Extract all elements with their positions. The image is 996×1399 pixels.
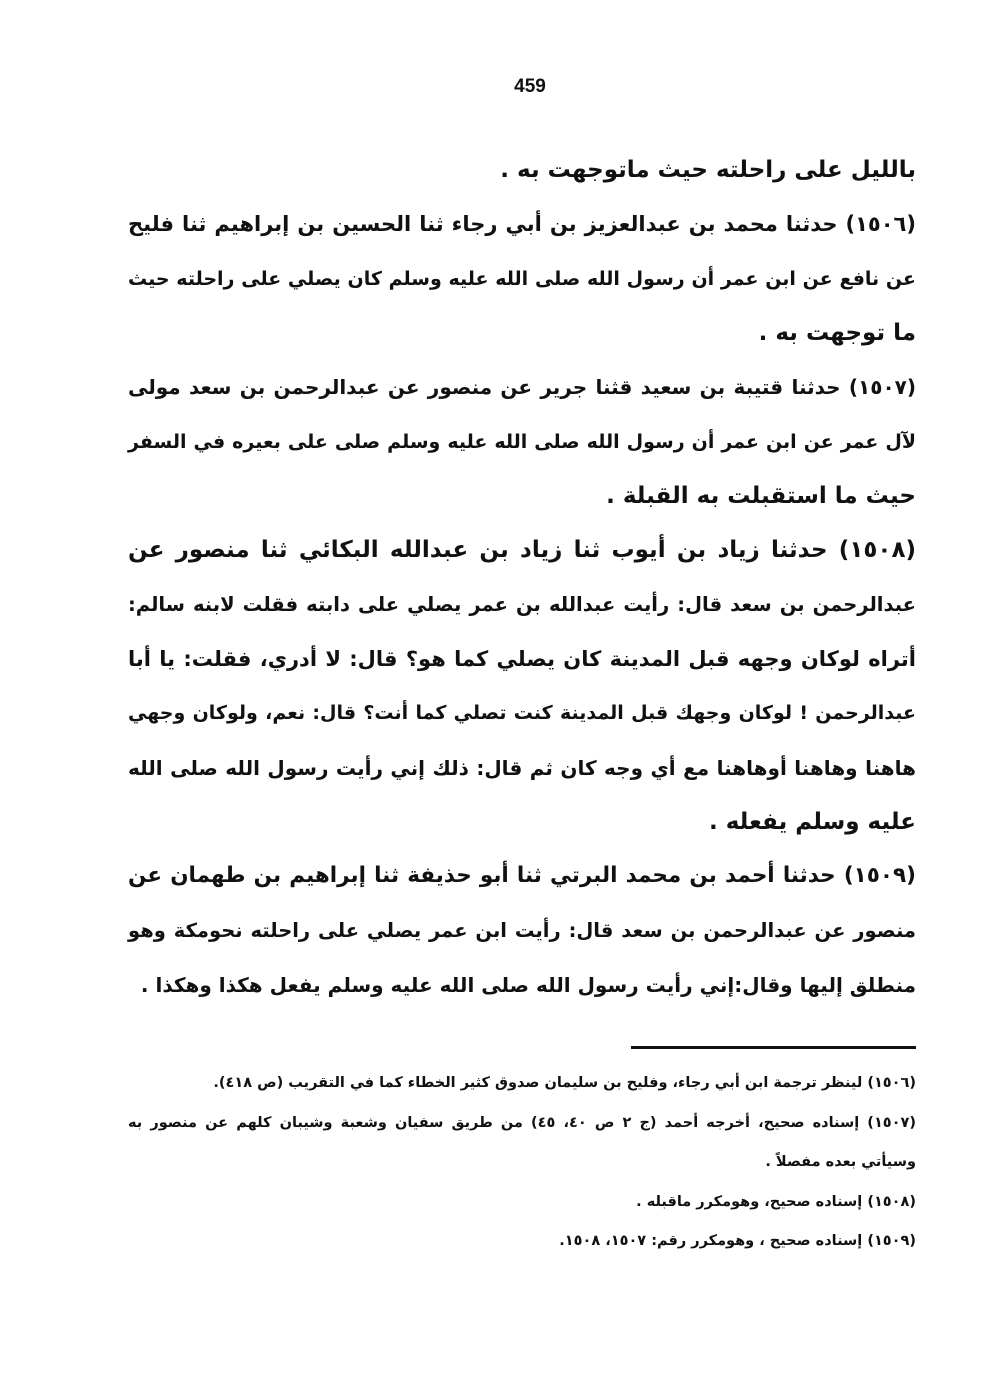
hadith-1509-line: منصور عن عبدالرحمن بن سعد قال: رأيت ابن عمر يصلي على راحلته نحومكة وهو [128, 918, 916, 942]
footnote-separator [631, 1046, 916, 1049]
body-line: بالليل على راحلته حيث ماتوجهت به . [500, 157, 916, 183]
hadith-1508-line: (١٥٠٨) حدثنا زياد بن أيوب ثنا زياد بن عبدالله البكائي ثنا منصور عن [128, 537, 916, 564]
footnote-1507: (١٥٠٧) إسناده صحيح، أخرجه أحمد (ج ٢ ص ٤٠، ٤٥) من طريق سفيان وشعبة وشيبان كلهم عن منصور به [128, 1114, 916, 1131]
footnote-1507-continued: وسيأتي بعده مفصلاً . [765, 1154, 916, 1170]
footnote-1506: (١٥٠٦) لينظر ترجمة ابن أبي رجاء، وفليح بن سليمان صدوق كثير الخطاء كما في التقريب (ص ٤١٨). [213, 1075, 916, 1091]
hadith-1506-line: عن نافع عن ابن عمر أن رسول الله صلى الله عليه وسلم كان يصلي على راحلته حيث [128, 267, 916, 290]
hadith-1508-line: هاهنا وهاهنا أوهاهنا مع أي وجه كان ثم قال: ذلك إني رأيت رسول الله صلى الله [128, 755, 916, 780]
hadith-1507-line: لآل عمر عن ابن عمر أن رسول الله صلى الله عليه وسلم صلى على بعيره في السفر [128, 430, 916, 453]
footnote-1509: (١٥٠٩) إسناده صحيح ، وهومكرر رقم: ١٥٠٧، ١٥٠٨. [559, 1233, 916, 1249]
footnotes [128, 1068, 916, 1266]
hadith-1506-line: ما توجهت به . [758, 319, 916, 346]
hadith-1508-line: عليه وسلم يفعله . [708, 808, 916, 835]
footnote-1508: (١٥٠٨) إسناده صحيح، وهومكرر ماقبله . [636, 1193, 916, 1210]
hadith-1508-line: أتراه لوكان وجهه قبل المدينة كان يصلي كما هو؟ قال: لا أدري، فقلت: يا أبا [128, 646, 916, 671]
hadith-1509-line: (١٥٠٩) حدثنا أحمد بن محمد البرتي ثنا أبو حذيفة ثنا إبراهيم بن طهمان عن [128, 863, 916, 889]
hadith-1508-line: عبدالرحمن بن سعد قال: رأيت عبدالله بن عمر يصلي على دابته فقلت لابنه سالم: [128, 592, 916, 616]
body-text [128, 150, 916, 1019]
hadith-1506-line: (١٥٠٦) حدثنا محمد بن عبدالعزيز بن أبي رجاء ثنا الحسين بن إبراهيم ثنا فليح [128, 212, 916, 237]
hadith-1507-line: حيث ما استقبلت به القبلة . [606, 482, 916, 509]
hadith-1508-line: عبدالرحمن ! لوكان وجهك قبل المدينة كنت تصلي كما أنت؟ قال: نعم، ولوكان وجهي [128, 702, 916, 725]
hadith-1507-line: (١٥٠٧) حدثنا قتيبة بن سعيد قثنا جرير عن منصور عن عبدالرحمن بن سعد مولى [128, 375, 916, 400]
hadith-1509-line: منطلق إليها وقال:إني رأيت رسول الله صلى الله عليه وسلم يفعل هكذا وهكذا . [140, 972, 916, 997]
page-number: 459 [514, 76, 546, 97]
